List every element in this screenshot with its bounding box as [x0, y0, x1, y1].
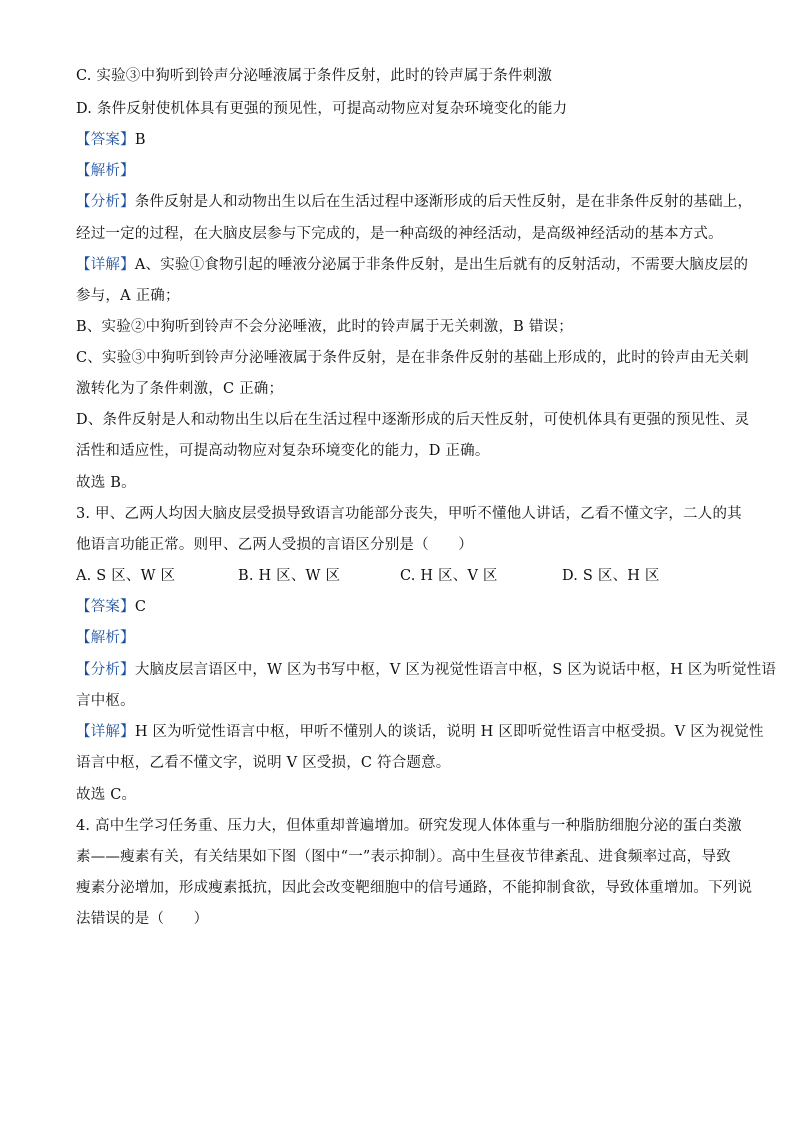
option-a: A. S 区、W 区 — [76, 568, 176, 584]
detail-d-line: D、条件反射是人和动物出生以后在生活过程中逐渐形成的后天性反射，可使机体具有更强的预见性、灵 — [76, 412, 750, 428]
explanation-tag-line — [76, 629, 726, 647]
analysis-text: 大脑皮层言语区中，W 区为书写中枢，V 区为视觉性语言中枢，S 区为说话中枢，H 区为听觉性语 — [134, 662, 777, 678]
answer-tag: 【答案】 — [76, 132, 135, 148]
detail-line — [76, 723, 764, 741]
option-b: B. H 区、W 区 — [238, 568, 341, 584]
question-4-stem-line-3: 瘦素分泌增加，形成瘦素抵抗，因此会改变靶细胞中的信号通路，不能抑制食欲，导致体重增加。下列说 — [76, 880, 753, 896]
option-d: D. S 区、H 区 — [562, 568, 660, 584]
answer-line-q2 — [76, 131, 726, 149]
analysis-continuation: 经过一定的过程，在大脑皮层参与下完成的，是一种高级的神经活动，是高级神经活动的基本方式。 — [76, 226, 723, 242]
question-4-stem-line-2: 素——瘦素有关，有关结果如下图（图中“一”表示抑制）。高中生昼夜节律紊乱、进食频率过高，导致 — [76, 849, 731, 865]
explanation-tag: 【解析】 — [76, 630, 135, 646]
answer-value: B — [134, 132, 146, 148]
option-c: C. H 区、V 区 — [400, 568, 498, 584]
question-3-options — [76, 567, 726, 585]
question-4-stem-line-4: 法错误的是（ ） — [76, 911, 209, 927]
question-3-stem-continuation: 他语言功能正常。则甲、乙两人受损的言语区分别是（ ） — [76, 537, 473, 553]
analysis-tag: 【分析】 — [76, 194, 135, 210]
detail-b-line: B、实验②中狗听到铃声不会分泌唾液，此时的铃声属于无关刺激，B 错误； — [76, 319, 573, 335]
analysis-line — [76, 661, 777, 679]
explanation-tag: 【解析】 — [76, 163, 135, 179]
detail-c-continuation: 激转化为了条件刺激，C 正确； — [76, 381, 284, 397]
detail-c-line: C、实验③中狗听到铃声分泌唾液属于条件反射，是在非条件反射的基础上形成的，此时的铃声由无关刺 — [76, 350, 749, 366]
choice-line-q2: 故选 B。 — [76, 475, 136, 491]
answer-line-q3 — [76, 598, 726, 616]
answer-value: C — [134, 599, 147, 615]
question-3-stem: 3. 甲、乙两人均因大脑皮层受损导致语言功能部分丧失，甲听不懂他人讲话，乙看不懂文字，二人的其 — [76, 506, 742, 522]
detail-continuation: 参与，A 正确； — [76, 288, 180, 304]
detail-tag: 【详解】 — [76, 724, 135, 740]
detail-tag: 【详解】 — [76, 257, 135, 273]
detail-d-continuation: 活性和适应性，可提高动物应对复杂环境变化的能力，D 正确。 — [76, 443, 490, 459]
question-4-stem: 4. 高中生学习任务重、压力大，但体重却普遍增加。研究发现人体体重与一种脂肪细胞分泌的蛋白类激 — [76, 818, 742, 834]
explanation-tag-line — [76, 162, 726, 180]
detail-continuation: 语言中枢，乙看不懂文字，说明 V 区受损，C 符合题意。 — [76, 755, 451, 771]
analysis-tag: 【分析】 — [76, 662, 135, 678]
detail-text: H 区为听觉性语言中枢，甲听不懂别人的谈话，说明 H 区即听觉性语言中枢受损。V 区为视觉性 — [134, 724, 764, 740]
detail-text: A、实验①食物引起的唾液分泌属于非条件反射，是出生后就有的反射活动，不需要大脑皮层的 — [134, 257, 749, 273]
choice-line-q3: 故选 C。 — [76, 787, 137, 803]
option-d-line: D. 条件反射使机体具有更强的预见性，可提高动物应对复杂环境变化的能力 — [76, 101, 568, 117]
answer-tag: 【答案】 — [76, 599, 135, 615]
analysis-line — [76, 193, 753, 211]
analysis-continuation: 言中枢。 — [76, 693, 135, 709]
detail-line — [76, 256, 749, 274]
option-c-line: C. 实验③中狗听到铃声分泌唾液属于条件反射，此时的铃声属于条件刺激 — [76, 68, 553, 84]
analysis-text: 条件反射是人和动物出生以后在生活过程中逐渐形成的后天性反射，是在非条件反射的基础上， — [134, 194, 753, 210]
